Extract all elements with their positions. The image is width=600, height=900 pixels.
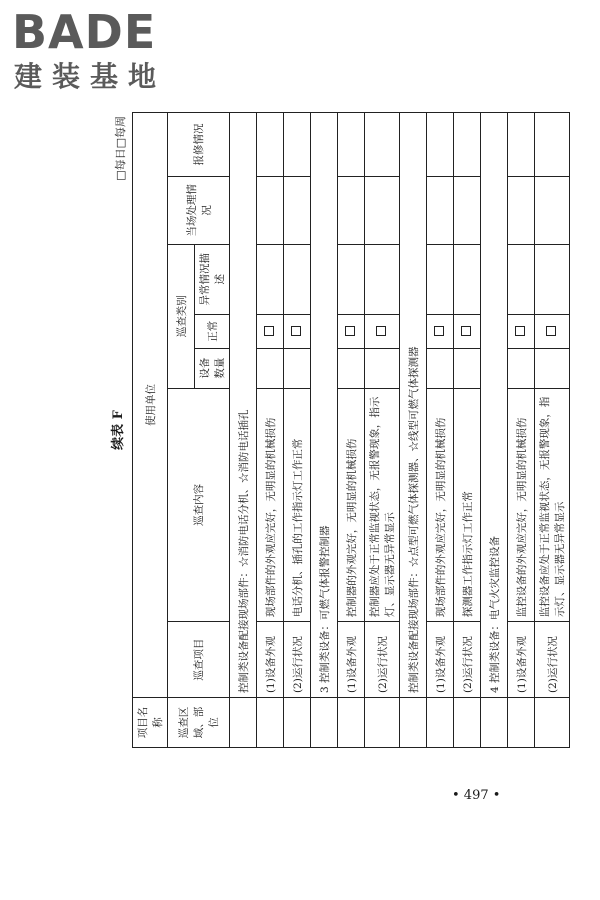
normal-cell [257, 314, 284, 348]
count-cell [508, 348, 535, 388]
normal-cell [365, 314, 400, 348]
header-category: 巡查类别 [168, 244, 195, 388]
area-cell [365, 698, 400, 748]
area-cell [311, 698, 338, 748]
header-row-1 [133, 113, 168, 748]
header-row-2 [168, 113, 195, 748]
repair-cell [365, 113, 400, 177]
content-cell: 电话分机、插孔的工作指示灯工作正常 [284, 388, 311, 622]
repair-cell [427, 113, 454, 177]
logo-subtitle: 建装基地 [14, 60, 167, 93]
normal-checkbox[interactable] [515, 326, 525, 336]
content-cell: 控制器应处于正常监视状态，无报警现象，指示灯、显示器无异常显示 [365, 388, 400, 622]
content-cell: 监控设备应处于正常监视状态，无报警现象，指示灯、显示器无异常显示 [535, 388, 570, 622]
content-cell: 控制器的外观完好，无明显的机械损伤 [338, 388, 365, 622]
area-cell [338, 698, 365, 748]
page-number: • 497 • [452, 788, 501, 803]
normal-cell [338, 314, 365, 348]
table-row [338, 113, 365, 748]
table-row [365, 113, 400, 748]
header-onsite: 当场处理情况 [168, 176, 230, 244]
header-use-unit: 使用单位 [133, 113, 168, 698]
header-equip-count: 设备数量 [195, 348, 230, 388]
repair-cell [338, 113, 365, 177]
inspection-table [132, 112, 570, 748]
item-cell: (2)运行状况 [284, 622, 311, 698]
content-cell: 探测器工作指示灯工作正常 [454, 388, 481, 622]
item-cell: (1)设备外观 [257, 622, 284, 698]
table-row [427, 113, 454, 748]
onsite-cell [427, 176, 454, 244]
normal-cell [454, 314, 481, 348]
table-row [454, 113, 481, 748]
area-cell [481, 698, 508, 748]
normal-checkbox[interactable] [376, 326, 386, 336]
content-cell: 现场部件的外观应完好，无明显的机械损伤 [257, 388, 284, 622]
area-cell [454, 698, 481, 748]
item-cell: (2)运行状况 [535, 622, 570, 698]
repair-cell [454, 113, 481, 177]
table-row [508, 113, 535, 748]
content-cell: 监控设备的外观应完好，无明显的机械损伤 [508, 388, 535, 622]
onsite-cell [338, 176, 365, 244]
abnormal-cell [257, 244, 284, 314]
table-title: 续表 F [111, 410, 126, 450]
frequency-options: □每日□每周 [114, 116, 127, 181]
abnormal-cell [454, 244, 481, 314]
count-cell [535, 348, 570, 388]
onsite-cell [508, 176, 535, 244]
abnormal-cell [338, 244, 365, 314]
normal-cell [535, 314, 570, 348]
content-cell: 现场部件的外观应完好，无明显的机械损伤 [427, 388, 454, 622]
normal-cell [427, 314, 454, 348]
area-cell [230, 698, 257, 748]
item-cell: (2)运行状况 [365, 622, 400, 698]
normal-checkbox[interactable] [264, 326, 274, 336]
onsite-cell [535, 176, 570, 244]
count-cell [365, 348, 400, 388]
onsite-cell [257, 176, 284, 244]
item-cell: (2)运行状况 [454, 622, 481, 698]
normal-cell [508, 314, 535, 348]
header-content: 巡查内容 [168, 388, 230, 622]
abnormal-cell [427, 244, 454, 314]
header-project-name: 项目名称 [133, 698, 168, 748]
repair-cell [257, 113, 284, 177]
area-cell [400, 698, 427, 748]
repair-cell [284, 113, 311, 177]
section-label: 4 控制类设备：电气火灾监控设备 [481, 113, 508, 698]
section-row [230, 113, 257, 748]
header-area: 巡查区域、部位 [168, 698, 230, 748]
abnormal-cell [508, 244, 535, 314]
rotated-table-area [110, 112, 600, 748]
area-cell [508, 698, 535, 748]
section-label: 控制类设备配接现场部件：☆点型可燃气体探测器、☆线型可燃气体探测器 [400, 113, 427, 698]
area-cell [427, 698, 454, 748]
section-label: 控制类设备配接现场部件：☆消防电话分机、☆消防电话插孔 [230, 113, 257, 698]
normal-checkbox[interactable] [546, 326, 556, 336]
table-row [284, 113, 311, 748]
brand-logo [12, 6, 182, 98]
header-normal: 正常 [195, 314, 230, 348]
onsite-cell [284, 176, 311, 244]
repair-cell [535, 113, 570, 177]
abnormal-cell [284, 244, 311, 314]
count-cell [338, 348, 365, 388]
header-abnormal: 异常情况描述 [195, 244, 230, 314]
section-label: 3 控制类设备：可燃气体报警控制器 [311, 113, 338, 698]
rotated-content [110, 112, 600, 748]
count-cell [257, 348, 284, 388]
count-cell [454, 348, 481, 388]
section-row [311, 113, 338, 748]
normal-checkbox[interactable] [434, 326, 444, 336]
header-repair: 报修情况 [168, 113, 230, 177]
onsite-cell [365, 176, 400, 244]
count-cell [284, 348, 311, 388]
abnormal-cell [535, 244, 570, 314]
section-row [400, 113, 427, 748]
table-row [535, 113, 570, 748]
normal-checkbox[interactable] [345, 326, 355, 336]
repair-cell [508, 113, 535, 177]
table-row [257, 113, 284, 748]
count-cell [427, 348, 454, 388]
normal-checkbox[interactable] [461, 326, 471, 336]
area-cell [535, 698, 570, 748]
logo-brand: BADE [12, 5, 157, 59]
normal-cell [284, 314, 311, 348]
onsite-cell [454, 176, 481, 244]
normal-checkbox[interactable] [291, 326, 301, 336]
area-cell [257, 698, 284, 748]
item-cell: (1)设备外观 [427, 622, 454, 698]
section-row [481, 113, 508, 748]
item-cell: (1)设备外观 [508, 622, 535, 698]
item-cell: (1)设备外观 [338, 622, 365, 698]
header-item: 巡查项目 [168, 622, 230, 698]
abnormal-cell [365, 244, 400, 314]
area-cell [284, 698, 311, 748]
